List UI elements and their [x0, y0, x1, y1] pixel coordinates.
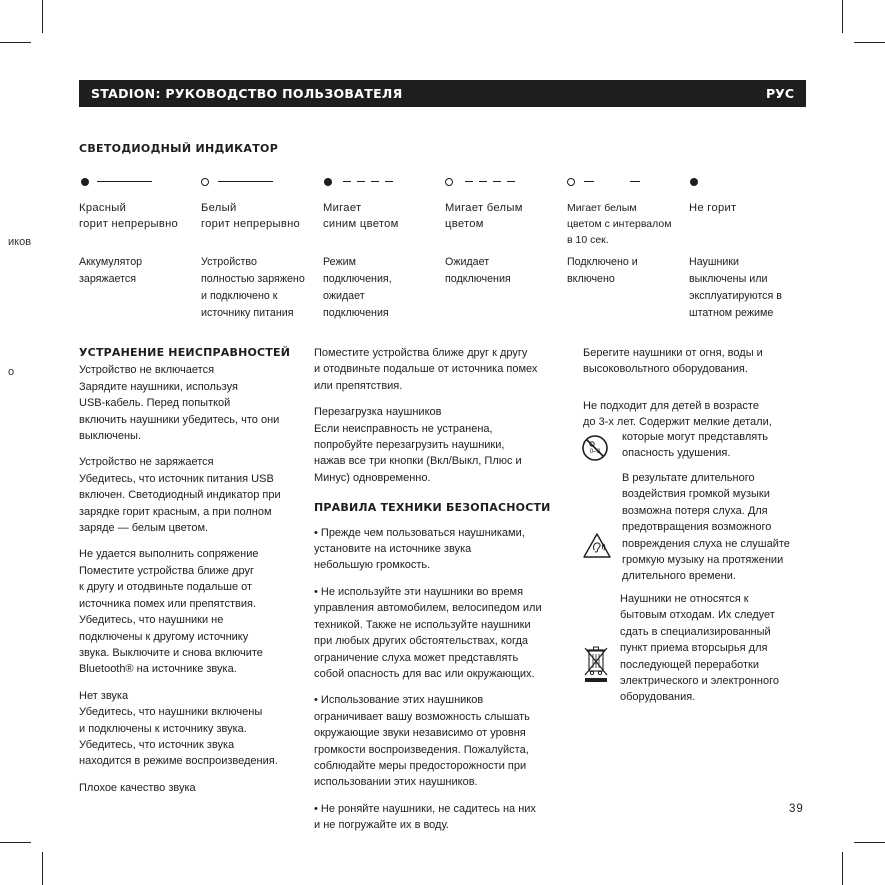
crop-mark: [0, 842, 31, 843]
safety-paragraph: • Не роняйте наушники, не садитесь на них и не погружайте их в воду.: [314, 802, 536, 832]
ring-dot-solid-line-icon: [201, 178, 323, 192]
led-indicator-white: [201, 178, 323, 319]
crop-mark: [842, 852, 843, 885]
led-indicator-blink-blue: [323, 178, 445, 319]
crop-mark: [42, 852, 43, 885]
led-state-text: Мигает белым цветом: [445, 202, 523, 230]
hearing-warning-text: В результате длительного воздействия громкой музыки возможна потеря слуха. Для предотвращения возможного повреждения слуха не слушайте громкую музыку на протяжении длительного времени.: [622, 472, 790, 583]
led-state-text: Красный горит непрерывно: [79, 202, 179, 230]
led-meaning-text: Наушники выключены или эксплуатируются в штатном режиме: [689, 256, 782, 319]
led-meaning-text: Устройство полностью заряжено и подключено к источнику питания: [201, 256, 305, 319]
troubleshooting-column: [79, 345, 304, 806]
header-bar: [79, 80, 806, 107]
filled-dot-solid-line-icon: [79, 178, 201, 192]
troubleshooting-title: УСТРАНЕНИЕ НЕИСПРАВНОСТЕЙ: [79, 346, 291, 359]
page-number: 39: [789, 803, 804, 815]
middle-column: [314, 345, 566, 844]
weee-text: Наушники не относятся к бытовым отходам. Их следует сдать в специализированный пункт приема вторсырья для последующей переработки электрического и электронного оборудования.: [620, 593, 779, 704]
filled-dot-dashed-line-icon: [323, 178, 445, 192]
weee-block: [620, 591, 815, 716]
age-warning-text-continued: которые могут представлять опасность удушения.: [622, 431, 768, 460]
language-label: РУС: [766, 86, 794, 101]
led-indicator-off: [689, 178, 811, 319]
ring-dot-sparse-dash-icon: [567, 178, 689, 192]
led-state-text: Не горит: [689, 202, 737, 214]
led-state-text: Белый горит непрерывно: [201, 202, 301, 230]
led-indicator-blink-interval: [567, 178, 689, 285]
manual-title: STADION: РУКОВОДСТВО ПОЛЬЗОВАТЕЛЯ: [91, 86, 403, 101]
troubleshooting-paragraph: Плохое качество звука: [79, 781, 196, 794]
safety-paragraph: • Использование этих наушников ограничивает вашу возможность слышать окружающие звуки независимо от уровня громкости воспроизведения. Пожалуйста, соблюдайте меры предосторожности при использовании этих наушников.: [314, 694, 530, 789]
age-warning-text: Не подходит для детей в возрасте до 3-х лет. Содержит мелкие детали,: [583, 399, 772, 429]
crop-mark: [842, 0, 843, 33]
crossed-bin-icon: [584, 645, 608, 683]
troubleshooting-paragraph: Устройство не заряжается Убедитесь, что источник питания USB включен. Светодиодный индикатор при зарядке горит красным, а при полном заряде — белым цветом.: [79, 456, 281, 535]
age-warning-continued: [622, 429, 812, 472]
hearing-warning-icon: [582, 532, 612, 559]
led-meaning-text: Аккумулятор заряжается: [79, 256, 143, 285]
filled-dot-icon: [689, 178, 811, 192]
led-section-title: СВЕТОДИОДНЫЙ ИНДИКАТОР: [79, 142, 279, 155]
troubleshooting-paragraph: Поместите устройства ближе друг к другу и отодвиньте подальше от источника помех или препятствия.: [314, 347, 538, 392]
ring-dot-dashed-line-icon: [445, 178, 567, 192]
led-state-text: Мигает синим цветом: [323, 202, 399, 230]
led-meaning-text: Ожидает подключения: [445, 256, 511, 285]
led-indicator-red: [79, 178, 201, 285]
fire-warning-text: Берегите наушники от огня, воды и высоковольтного оборудования.: [583, 347, 763, 376]
safety-paragraph: • Прежде чем пользоваться наушниками, установите на источнике звука небольшую громкость.: [314, 526, 525, 572]
troubleshooting-paragraph: Нет звука Убедитесь, что наушники включены и подключены к источнику звука. Убедитесь, что источник звука находится в режиме воспроизведения.: [79, 689, 278, 768]
crop-mark: [42, 0, 43, 33]
safety-paragraph: • Не используйте эти наушники во время управления автомобилем, велосипедом или техникой. Также не используйте наушники при любых других обстоятельствах, когда ограничение слуха может представлять собой опасность для вас или окружающих.: [314, 585, 542, 680]
safety-title: ПРАВИЛА ТЕХНИКИ БЕЗОПАСНОСТИ: [314, 501, 551, 515]
crop-mark: [0, 42, 31, 43]
crop-mark: [854, 842, 885, 843]
right-column: [583, 345, 813, 431]
bleed-text-top: иков: [8, 236, 32, 248]
troubleshooting-paragraph: Устройство не включается Зарядите наушники, используя USB-кабель. Перед попыткой включить наушники убедитесь, что они выключены.: [79, 364, 280, 443]
led-state-text: Мигает белым цветом с интервалом в 10 сек.: [567, 202, 672, 246]
hearing-warning-block: [622, 470, 812, 595]
troubleshooting-paragraph: Не удается выполнить сопряжение Поместите устройства ближе друг к другу и отодвиньте подальше от источника помех или препятствия. Убедитесь, что наушники не подключены к другому источнику звука. Выключите и снова включите Bluetooth® на источнике звука.: [79, 548, 263, 676]
crop-mark: [854, 42, 885, 43]
age-icon-label: 0–3: [589, 448, 601, 455]
troubleshooting-paragraph: Перезагрузка наушников Если неисправность не устранена, попробуйте перезагрузить наушники, нажав все три кнопки (Вкл/Выкл, Плюс и Минус) одновременно.: [314, 406, 522, 484]
led-indicator-blink-white: [445, 178, 567, 285]
led-meaning-text: Режим подключения, ожидает подключения: [323, 256, 392, 319]
led-meaning-text: Подключено и включено: [567, 256, 638, 285]
no-children-under-3-icon: [581, 434, 609, 462]
bleed-text-mid: о: [8, 366, 15, 378]
